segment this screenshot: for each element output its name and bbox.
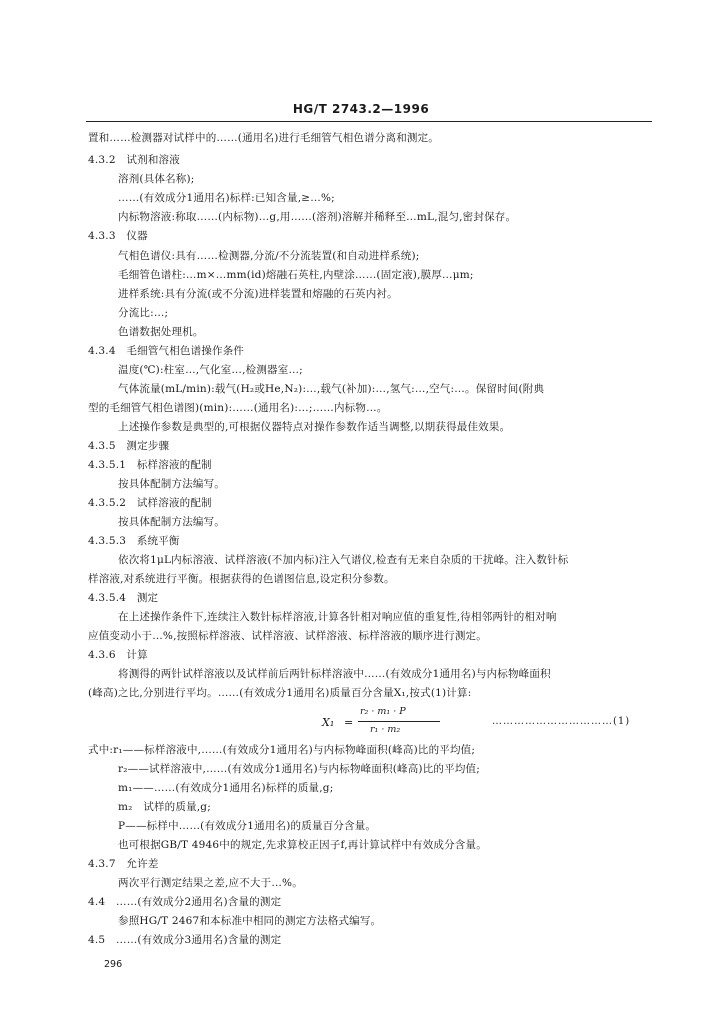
text-line: P——标样中……(有效成分1通用名)的质量百分含量。 xyxy=(118,820,377,832)
text-line: m₂ 试样的质量,g; xyxy=(118,801,211,813)
header-rule xyxy=(86,121,652,122)
text-line: m₁——……(有效成分1通用名)标样的质量,g; xyxy=(118,782,334,794)
formula-lhs: X₁ xyxy=(322,716,335,729)
text-line: 毛细管色谱柱:…m×…mm(id)熔融石英柱,内壁涂……(固定液),膜厚…μm; xyxy=(118,269,474,281)
text-line: 气相色谱仪:具有……检测器,分流/不分流装置(和自动进样系统); xyxy=(118,250,420,262)
formula-equals: = xyxy=(344,716,354,729)
equation-number: ……………………………(1) xyxy=(492,716,631,727)
text-line: 进样系统:具有分流(或不分流)进样装置和熔融的石英内衬。 xyxy=(118,288,398,300)
text-line: 置和……检测器对试样中的……(通用名)进行毛细管气相色谱分离和测定。 xyxy=(88,132,439,144)
text-line: 溶剂(具体名称); xyxy=(118,173,195,185)
formula-fraction-bar xyxy=(358,721,440,722)
formula-numerator: r₂ · m₁ · P xyxy=(360,706,406,717)
text-line: 也可根据GB/T 4946中的规定,先求算校正因子f,再计算试样中有效成分含量。 xyxy=(118,839,487,851)
text-line: 内标物溶液:称取……(内标物)…g,用……(溶剂)溶解并稀释至…mL,混匀,密封保存。 xyxy=(118,211,517,223)
text-line: 按具体配制方法编写。 xyxy=(118,516,225,528)
section-heading: 4.3.2 试剂和溶液 xyxy=(88,154,180,166)
section-heading: 4.3.7 允许差 xyxy=(88,858,159,870)
section-heading: 4.3.5.2 试样溶液的配制 xyxy=(88,497,212,509)
section-heading: 4.3.5 测定步骤 xyxy=(88,440,170,452)
text-line: (峰高)之比,分别进行平均。……(有效成分1通用名)质量百分含量X₁,按式(1)计算: xyxy=(88,687,472,699)
text-line: 温度(℃):柱室…,气化室…,检测器室…; xyxy=(118,364,303,376)
text-line: 将测得的两针试样溶液以及试样前后两针标样溶液中……(有效成分1通用名)与内标物峰面积 xyxy=(118,668,551,680)
section-heading: 4.3.5.4 测定 xyxy=(88,592,159,604)
text-line: 上述操作参数是典型的,可根据仪器特点对操作参数作适当调整,以期获得最佳效果。 xyxy=(118,421,511,433)
page-header-title: HG/T 2743.2—1996 xyxy=(292,102,430,116)
section-heading: 4.5 ……(有效成分3通用名)含量的测定 xyxy=(88,934,282,946)
text-line: ……(有效成分1通用名)标样:已知含量,≥…%; xyxy=(118,192,335,204)
text-line: 参照HG/T 2467和本标准中相同的测定方法格式编写。 xyxy=(118,915,382,927)
text-line: 按具体配制方法编写。 xyxy=(118,478,225,490)
text-line: 在上述操作条件下,连续注入数针标样溶液,计算各针相对响应值的重复性,待相邻两针的相对响 xyxy=(118,611,557,623)
section-heading: 4.3.3 仪器 xyxy=(88,230,148,242)
section-heading: 4.3.6 计算 xyxy=(88,649,148,661)
text-line: 色谱数据处理机。 xyxy=(118,326,204,338)
text-line: 式中:r₁——标样溶液中,……(有效成分1通用名)与内标物峰面积(峰高)比的平均值; xyxy=(88,744,476,756)
section-heading: 4.3.5.3 系统平衡 xyxy=(88,535,180,547)
section-heading: 4.3.4 毛细管气相色谱操作条件 xyxy=(88,345,245,357)
text-line: 样溶液,对系统进行平衡。根据获得的色谱图信息,设定积分参数。 xyxy=(88,573,395,585)
text-line: r₂——试样溶液中,……(有效成分1通用名)与内标物峰面积(峰高)比的平均值; xyxy=(118,763,480,775)
formula-denominator: r₁ · m₂ xyxy=(370,724,401,735)
text-line: 分流比:…; xyxy=(118,307,169,319)
page-number: 296 xyxy=(104,959,123,970)
text-line: 气体流量(mL/min):载气(H₂或He,N₂):…,载气(补加):…,氢气:…,空气:…。保留时间(附典 xyxy=(118,383,545,395)
text-line: 依次将1μL内标溶液、试样溶液(不加内标)注入气谱仪,检查有无来自杂质的干扰峰。注入数针标 xyxy=(118,554,569,566)
text-line: 应值变动小于…%,按照标样溶液、试样溶液、试样溶液、标样溶液的顺序进行测定。 xyxy=(88,630,487,642)
text-line: 型的毛细管气相色谱图)(min):……(通用名):…;……内标物…。 xyxy=(88,402,388,414)
section-heading: 4.3.5.1 标样溶液的配制 xyxy=(88,459,212,471)
section-heading: 4.4 ……(有效成分2通用名)含量的测定 xyxy=(88,896,282,908)
text-line: 两次平行测定结果之差,应不大于…%。 xyxy=(118,877,303,889)
